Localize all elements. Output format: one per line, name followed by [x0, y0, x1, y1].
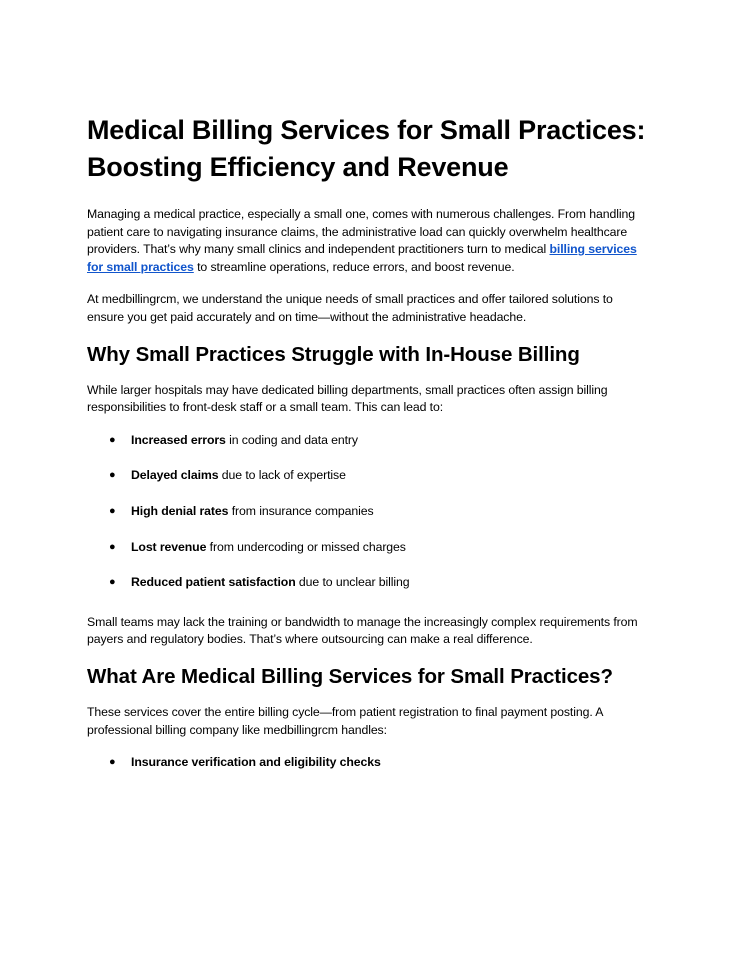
bullet-icon: ●: [109, 576, 116, 589]
list-item-text: due to unclear billing: [295, 575, 410, 590]
list-item: [87, 432, 652, 450]
list-item-bold: Lost revenue: [131, 539, 207, 554]
list-item-bold: Reduced patient satisfaction: [131, 575, 296, 590]
section-services-intro: These services cover the entire billing cycle—from patient registration to final payment posting. A professional billing company like medbillingrcm handles:: [87, 704, 603, 737]
list-item-text: due to lack of expertise: [218, 468, 346, 483]
list-item: [87, 574, 652, 592]
list-item: [87, 754, 652, 772]
intro-text-after-link: to streamline operations, reduce errors, and boost revenue.: [193, 259, 515, 274]
list-item: [87, 503, 652, 521]
list-item-bold: Insurance verification and eligibility checks: [131, 755, 381, 770]
billing-services-link[interactable]: billing services for small practices: [87, 242, 637, 274]
services-list: [87, 754, 652, 772]
section-heading-services: What Are Medical Billing Services for Small Practices?: [87, 664, 613, 688]
document-content: [87, 112, 652, 772]
intro-paragraph: [87, 206, 652, 276]
list-item: [87, 539, 652, 557]
bullet-icon: ●: [109, 756, 116, 769]
list-item-bold: Delayed claims: [131, 468, 219, 483]
bullet-icon: ●: [109, 540, 116, 553]
about-paragraph: At medbillingrcm, we understand the unique needs of small practices and offer tailored solutions to ensure you get paid accurately and on time—without the administrative headache.: [87, 292, 613, 324]
list-item-bold: High denial rates: [131, 503, 229, 518]
page-title: Medical Billing Services for Small Practices: Boosting Efficiency and Revenue: [87, 115, 646, 182]
bullet-icon: ●: [109, 469, 116, 482]
intro-text-before-link: Managing a medical practice, especially a small one, comes with numerous challenges. From handling patient care to navigating insurance claims, the administrative load can quickly overwhelm healthcare providers. That’s why many small clinics and independent practitioners turn to medical: [87, 207, 635, 257]
list-item-text: in coding and data entry: [225, 432, 358, 447]
struggle-list: [87, 432, 652, 592]
section-struggle-intro: While larger hospitals may have dedicated billing departments, small practices often assign billing responsibilities to front-desk staff or a small team. This can lead to:: [87, 382, 608, 415]
section-struggle-closing: Small teams may lack the training or bandwidth to manage the increasingly complex requirements from payers and regulatory bodies. That’s where outsourcing can make a real difference.: [87, 614, 638, 647]
bullet-icon: ●: [109, 433, 116, 446]
bullet-icon: ●: [109, 504, 116, 517]
list-item-text: from undercoding or missed charges: [206, 539, 406, 554]
list-item: [87, 467, 652, 485]
list-item-text: from insurance companies: [228, 503, 374, 518]
list-item-bold: Increased errors: [131, 432, 226, 447]
section-heading-struggle: Why Small Practices Struggle with In-House Billing: [87, 342, 580, 366]
